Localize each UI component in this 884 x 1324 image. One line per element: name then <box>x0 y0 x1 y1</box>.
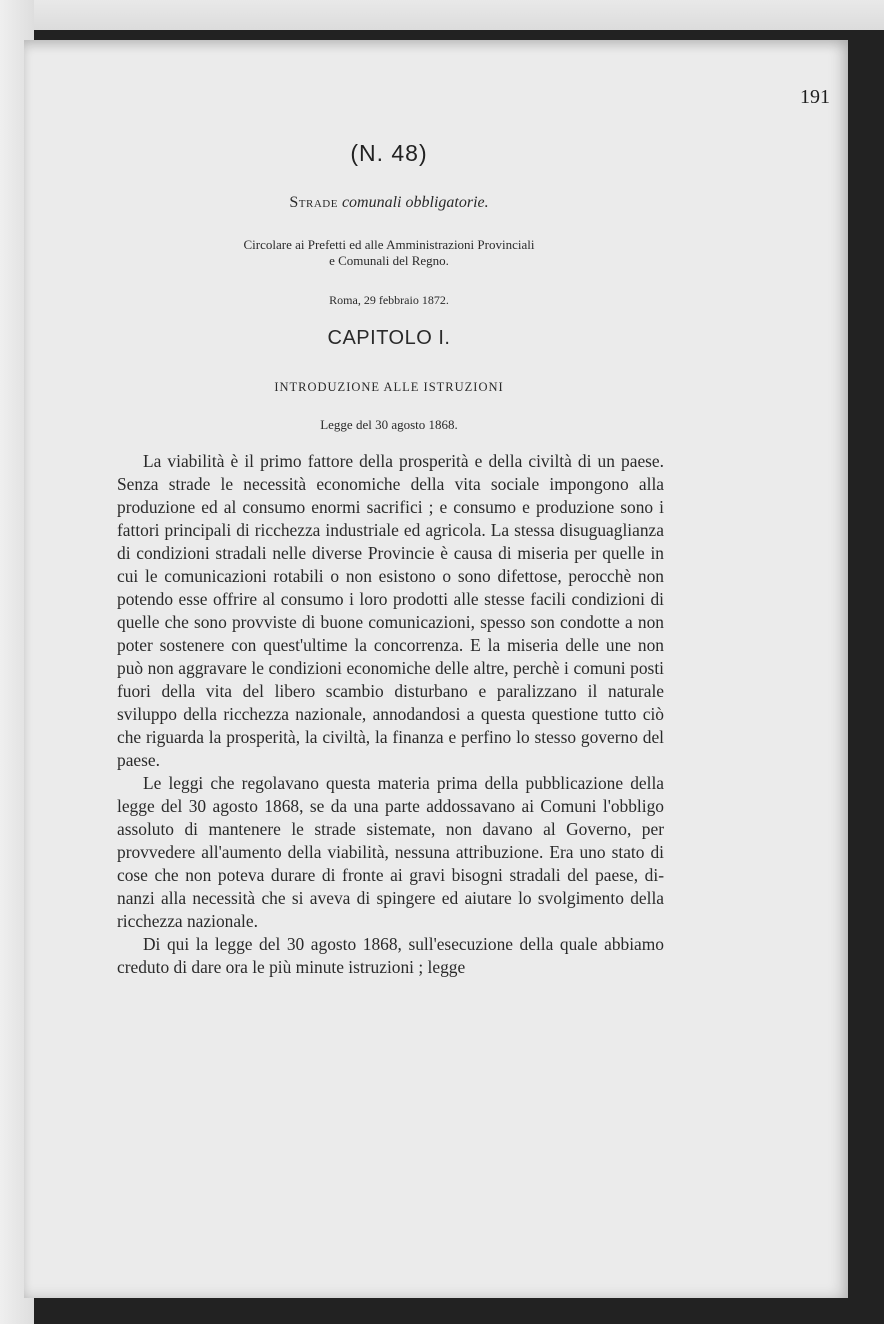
scanner-top-margin <box>0 0 884 30</box>
paragraph-1: La viabilità è il primo fattore della prosperità e della civiltà di un paese. Senza strade le necessità economiche della vita sociale impongono alla produzione ed al consumo enormi sacrifici ; e consumo e produzione sono i fattori principali di ricchezza industriale ed agricola. La stessa disuguaglianza di condizioni stradali nelle diverse Provincie è causa di miseria per quelle in cui le comunicazioni rotabili o non esistono o sono difettose, perocchè non potendo esse offrire al consumo i loro prodotti alle stesse facili condizioni di quelle che sono provviste di buone comunicazioni, spesso son condotte a non poter sostenere con quest'ultime la concorrenza. E la miseria delle une non può non aggravare le condizioni economiche delle altre, perchè i comuni posti fuori della vita del libero scambio disturbano e paralizzano il naturale sviluppo della ricchezza nazionale, annodandosi a questa questione tutto ciò che riguarda la prosperità, la civiltà, la finanza e perfino lo stesso governo del paese. <box>117 451 664 770</box>
circular-line-2: e Comunali del Regno. <box>329 253 449 268</box>
section-title-italic: comunali obbligatorie. <box>341 194 489 211</box>
circular-heading <box>117 237 661 269</box>
body-text <box>117 450 664 979</box>
paragraph-3: Di qui la legge del 30 agosto 1868, sull'esecuzione della quale abbiamo creduto di dare ora le più minute istruzioni ; legge <box>117 934 664 977</box>
page-number: 191 <box>800 86 830 108</box>
chapter-heading: CAPITOLO I. <box>327 327 451 349</box>
section-title <box>117 194 661 212</box>
circular-line-1: Circolare ai Prefetti ed alle Amministrazioni Provinciali <box>243 237 535 252</box>
paragraph-2: Le leggi che regolavano questa materia prima della pubblicazione della legge del 30 agosto 1868, se da una parte addossavano ai Comuni l'obbligo assoluto di mantenere le strade sistemate, non davano al Governo, per provvedere all'aumento della viabilità, nessuna attribuzione. Era uno stato di cose che non poteva durare di fronte ai gravi bisogni stradali del paese, dinanzi alla necessità che si aveva di spingere ed aiutare lo svolgimento della ricchezza nazionale. <box>117 773 664 931</box>
section-title-smallcaps: Strade <box>289 194 338 211</box>
document-number: (N. 48) <box>350 140 428 166</box>
intro-heading: INTRODUZIONE ALLE ISTRUZIONI <box>274 380 504 394</box>
law-reference: Legge del 30 agosto 1868. <box>320 417 458 432</box>
date-line: Roma, 29 febbraio 1872. <box>329 293 449 307</box>
